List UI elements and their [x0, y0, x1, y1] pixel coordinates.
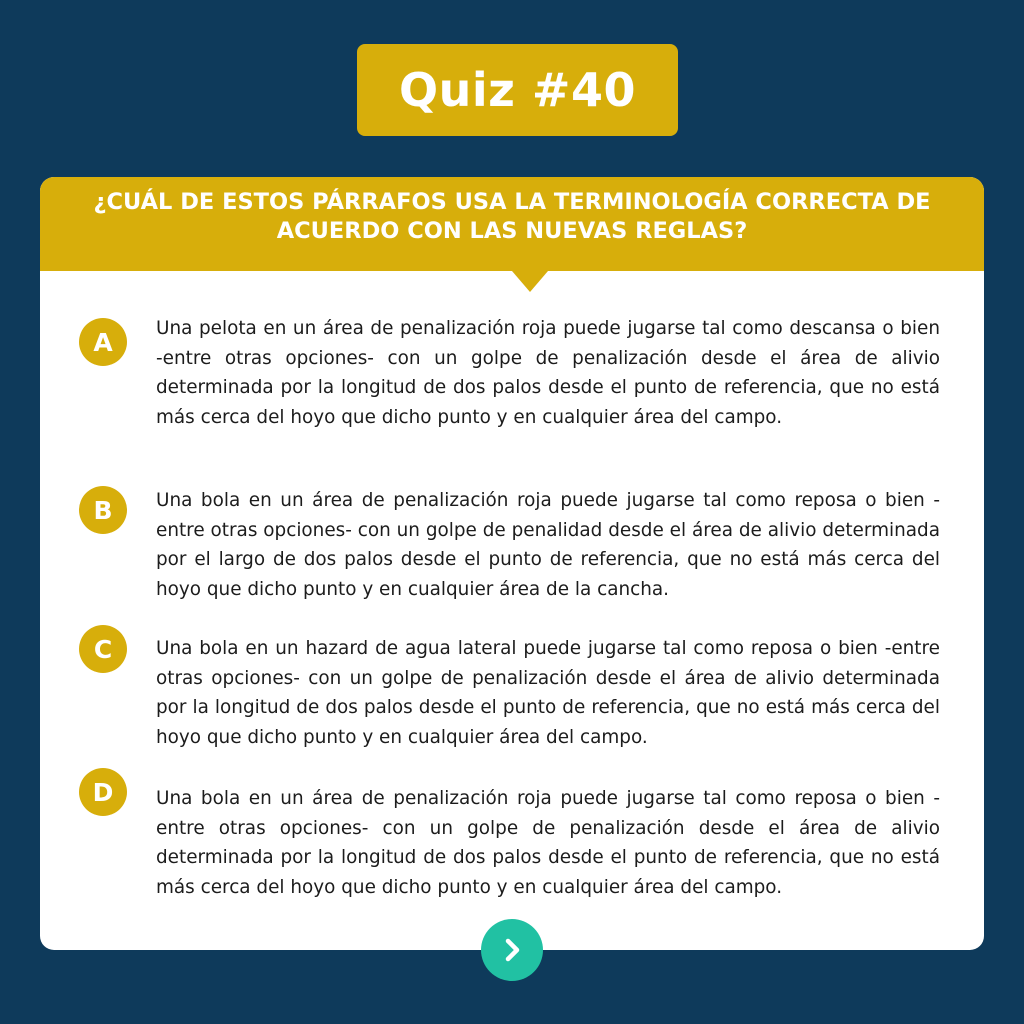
option-text: Una bola en un hazard de agua lateral puede jugarse tal como reposa o bien -entre otras opciones- con un golpe de penalización desde el área de alivio determinada por la longitud de dos palos desde el punto de referencia, que no está más cerca del hoyo que dicho punto y en cualquier área del campo.: [156, 638, 940, 748]
question-card: [40, 177, 984, 950]
option-text: Una bola en un área de penalización roja puede jugarse tal como reposa o bien -entre otras opciones- con un golpe de penalidad desde el área de alivio determinada por el largo de dos palos desde el punto de referencia, que no está más cerca del hoyo que dicho punto y en cualquier área de la cancha.: [156, 490, 940, 600]
next-button[interactable]: [481, 919, 543, 981]
option-letter-badge: D: [79, 768, 127, 816]
option-text: Una bola en un área de penalización roja puede jugarse tal como reposa o bien -entre otras opciones- con un golpe de penalización desde el área de alivio determinada por la longitud de dos palos desde el punto de referencia, que no está más cerca del hoyo que dicho punto y en cualquier área del campo.: [156, 788, 940, 898]
header-pointer-arrow: [512, 271, 548, 292]
option-text: Una pelota en un área de penalización roja puede jugarse tal como descansa o bien -entre otras opciones- con un golpe de penalización desde el área de alivio determinada por la longitud de dos palos desde el punto de referencia, que no está más cerca del hoyo que dicho punto y en cualquier área del campo.: [156, 318, 940, 428]
quiz-title: Quiz #40: [399, 63, 636, 117]
option-letter-badge: B: [79, 486, 127, 534]
chevron-right-icon: [499, 937, 525, 963]
quiz-title-badge: [357, 44, 678, 136]
question-text: ¿CUÁL DE ESTOS PÁRRAFOS USA LA TERMINOLOGÍA CORRECTA DE ACUERDO CON LAS NUEVAS REGLAS?: [93, 189, 931, 244]
option-letter-badge: A: [79, 318, 127, 366]
option-letter-badge: C: [79, 625, 127, 673]
question-header: [40, 177, 984, 271]
